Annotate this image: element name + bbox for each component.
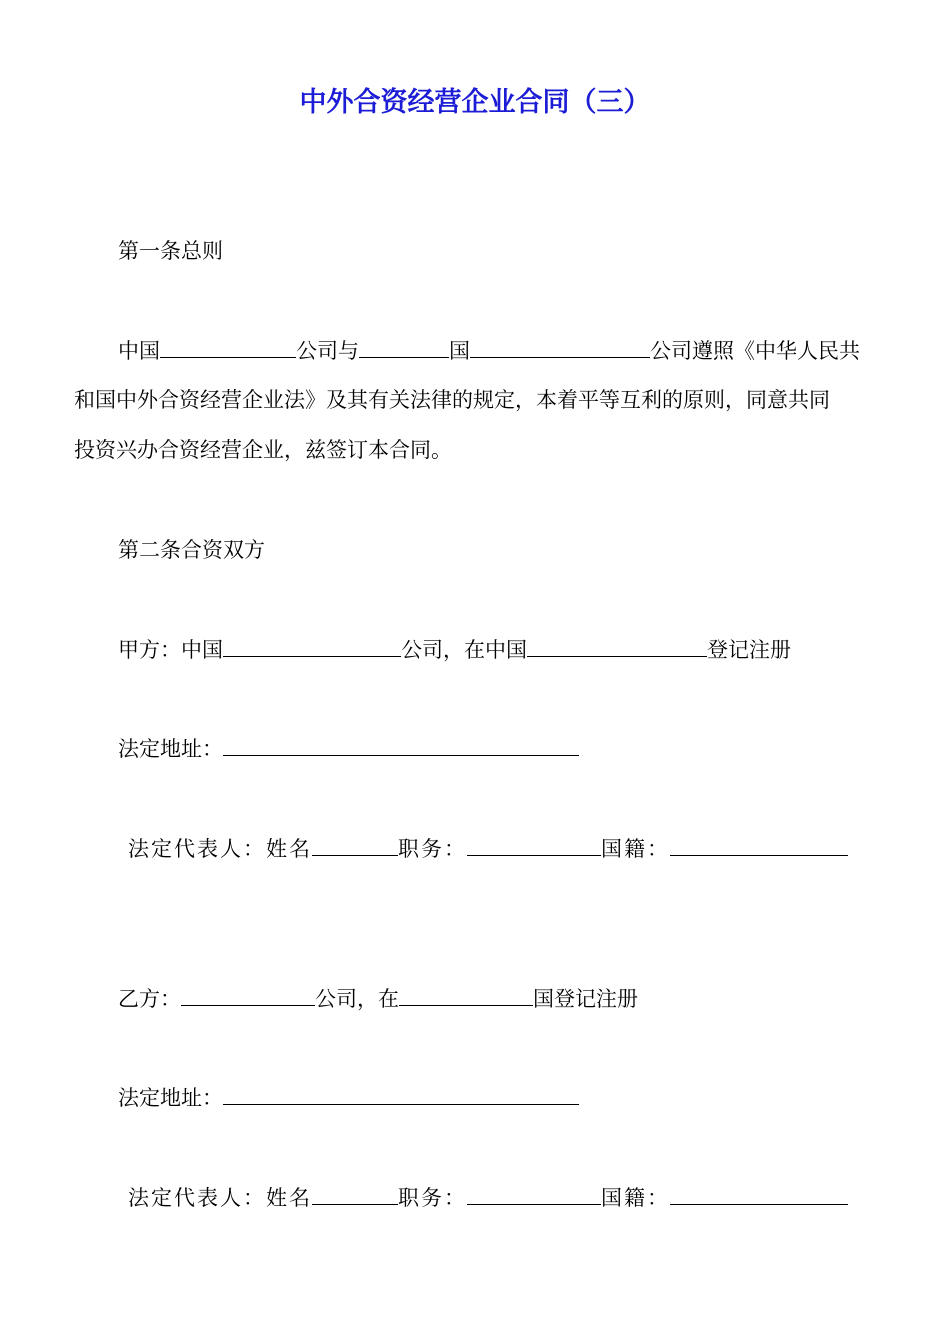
article-2-heading: 第二条合资双方: [118, 538, 265, 562]
party-b-label: 乙方：: [118, 987, 181, 1011]
blank-party-a-registration-place[interactable]: [527, 636, 707, 657]
party-a-rep-position-label: 职务：: [398, 837, 467, 861]
text-china: 中国: [118, 339, 160, 363]
party-a-rep-nationality-label: 国籍：: [601, 837, 670, 861]
party-a-representative-line: [128, 835, 848, 863]
blank-party-a-company[interactable]: [223, 636, 401, 657]
party-b-line: [118, 985, 638, 1013]
blank-foreign-country[interactable]: [359, 337, 449, 358]
blank-party-a-rep-position[interactable]: [467, 835, 601, 856]
blank-foreign-company[interactable]: [470, 337, 650, 358]
blank-party-b-rep-name[interactable]: [312, 1184, 398, 1205]
party-a-line: [118, 636, 791, 664]
party-b-registered-in: 公司，在: [315, 987, 399, 1011]
article-1-heading: 第一条总则: [118, 239, 223, 263]
party-b-rep-nationality-label: 国籍：: [601, 1186, 670, 1210]
blank-chinese-company[interactable]: [160, 337, 296, 358]
blank-party-b-rep-nationality[interactable]: [670, 1184, 848, 1205]
party-a-label: 甲方：中国: [118, 638, 223, 662]
party-a-registered: 登记注册: [707, 638, 791, 662]
text-company-comply: 公司遵照《中华人民共: [650, 339, 860, 363]
article-1-para-line-3: 投资兴办合资经营企业，兹签订本合同。: [74, 438, 452, 462]
article-1-para-line-2: 和国中外合资经营企业法》及其有关法律的规定，本着平等互利的原则，同意共同: [74, 388, 830, 412]
blank-party-a-address[interactable]: [223, 735, 579, 756]
party-a-address-label: 法定地址：: [118, 737, 223, 761]
blank-party-a-rep-nationality[interactable]: [670, 835, 848, 856]
blank-party-b-company[interactable]: [181, 985, 315, 1006]
party-a-address-line: [118, 735, 579, 763]
text-company-with: 公司与: [296, 339, 359, 363]
party-b-rep-name-label: 法定代表人：姓名: [128, 1186, 312, 1210]
blank-party-b-address[interactable]: [223, 1084, 579, 1105]
blank-party-b-rep-position[interactable]: [467, 1184, 601, 1205]
document-title: 中外合资经营企业合同（三）: [299, 87, 651, 118]
party-b-representative-line: [128, 1184, 848, 1212]
party-b-address-label: 法定地址：: [118, 1086, 223, 1110]
blank-party-a-rep-name[interactable]: [312, 835, 398, 856]
text-country: 国: [449, 339, 470, 363]
party-a-registered-in: 公司，在中国: [401, 638, 527, 662]
blank-party-b-country[interactable]: [399, 985, 533, 1006]
party-a-rep-name-label: 法定代表人：姓名: [128, 837, 312, 861]
party-b-address-line: [118, 1084, 579, 1112]
article-1-para-line-1: [118, 337, 860, 365]
party-b-registered: 国登记注册: [533, 987, 638, 1011]
party-b-rep-position-label: 职务：: [398, 1186, 467, 1210]
